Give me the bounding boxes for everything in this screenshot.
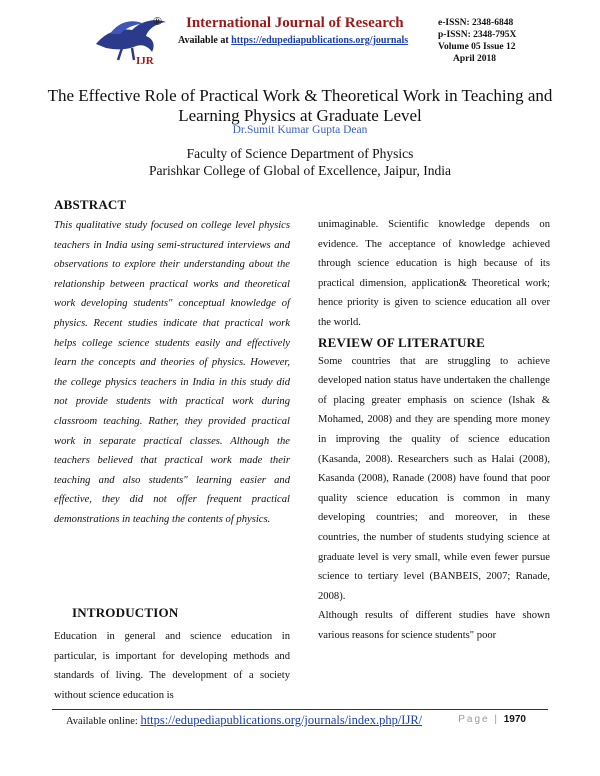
abstract-heading: ABSTRACT [54,197,127,212]
affiliation-college: Parishkar College of Global of Excellence, Jaipur, India [149,163,451,178]
volume-issue: Volume 05 Issue 12 [438,42,516,52]
page-number-block [458,714,526,725]
page-footer [66,713,526,728]
available-at-line [178,35,408,46]
literature-text: Some countries that are struggling to achieve developed nation status have undertaken the challenge of placing greater emphasis on science (Ishak & Mohamed, 2008) and they are spending more money in improving the quality of science education (Kasanda, 2008). Researchers such as Halai (2008), Kasanda (2008), Ranade (2008) have found that poor quality science education is common in many developing countries; and moreover, in these countries, the number of students studying science at graduate level is very small, while even fewer pursue science to tertiary level (BANBEIS, 2007; Ranade, 2008). [318,355,550,602]
page-label: Page | [458,714,504,725]
author-name: Dr.Sumit Kumar Gupta Dean [232,124,368,136]
footer-available-label: Available online: [66,716,141,727]
footer-divider [52,709,548,710]
affiliation-department: Faculty of Science Department of Physics [186,146,414,161]
issue-date: April 2018 [453,54,497,64]
p-issn: p-ISSN: 2348-795X [438,30,517,40]
abstract-text: This qualitative study focused on college level physics teachers in India using semi-structured interviews and observations to explore their understanding about the relationship between practical works and theoretical work developing students" conceptual knowledge of physics. Recent studies indicate that practical work helps college science students easily and effectively learn the concepts and theories of physics. However, the college physics teachers in India in this study did not provide students with practical work during classroom teaching. Rather, they provided practical work in separate practical classes. Although the teachers believed that practical work made their teaching and also students" learning easier and effective, they did not offer frequent practical demonstrations in teaching the contents of physics. [54,220,290,525]
footer-link[interactable]: https://edupediapublications.org/journals/index.php/IJR/ [140,713,423,727]
page-number: 1970 [503,714,526,725]
issn-block [438,17,516,65]
left-column [54,196,290,530]
literature-heading: REVIEW OF LITERATURE [318,334,486,350]
available-at-label: Available at [178,35,232,46]
logo-text: IJR [136,55,154,66]
journal-link[interactable]: https://edupediapublications.org/journals [231,35,409,46]
registered-mark: ® [153,14,163,28]
journal-header [0,0,600,78]
right-column [318,215,550,645]
literature-text-2: Although results of different studies have shown various reasons for science students" poor [318,610,550,641]
introduction-text: Education in general and science education in particular, is important for developing methods and standards of living. The development of a society without science education is [54,631,290,701]
journal-name: International Journal of Research [186,15,404,31]
e-issn: e-ISSN: 2348-6848 [438,18,514,28]
introduction-heading: INTRODUCTION [72,605,179,620]
affiliation [0,145,600,179]
continuation-text: unimaginable. Scientific knowledge depends on evidence. The acceptance of knowledge achieved through science education is high because of its practical dimension, application& Theoretical work; hence priority is given to science education all over the world. [318,219,550,328]
paper-title: The Effective Role of Practical Work & Theoretical Work in Teaching and Learning Physics at Graduate Level [47,86,553,125]
